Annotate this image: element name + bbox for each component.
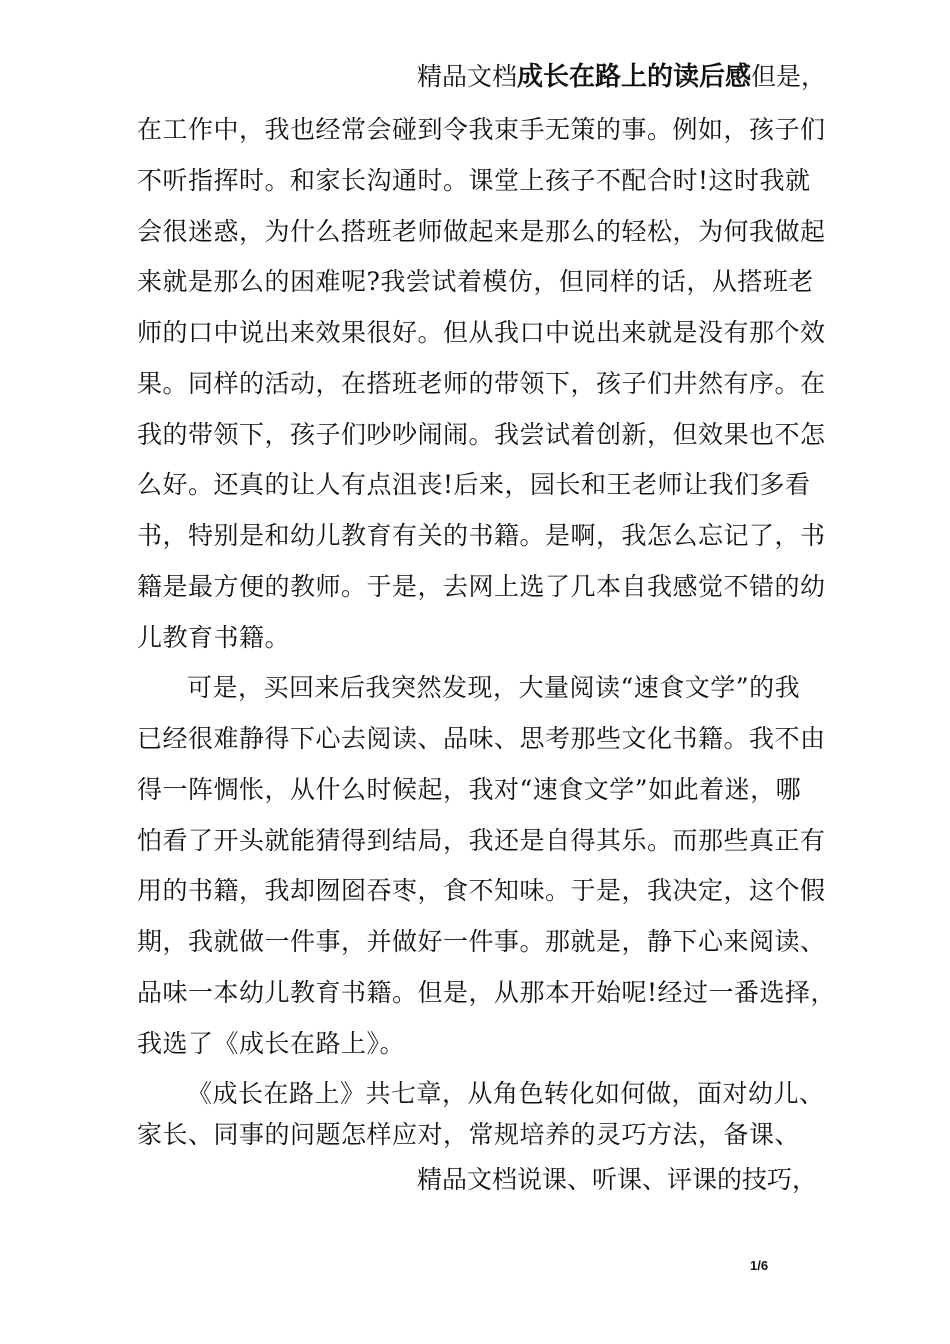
paragraph-2-line-2: 已经很难静得下心去阅读、品味、思考那些文化书籍。我不由 [137, 724, 826, 753]
footer-prefix: 精品文档 [417, 1165, 518, 1194]
paragraph-1-line-5: 师的口中说出来效果很好。但从我口中说出来就是没有那个效 [137, 318, 826, 347]
paragraph-1-line-1: 在工作中，我也经常会碰到令我束手无策的事。例如，孩子们 [137, 115, 826, 144]
paragraph-2-line-5: 用的书籍，我却囫囵吞枣，食不知味。于是，我决定，这个假 [137, 876, 826, 905]
paragraph-1-line-9: 书，特别是和幼儿教育有关的书籍。是啊，我怎么忘记了，书 [137, 521, 826, 550]
paragraph-1-line-4: 来就是那么的困难呢?我尝试着模仿，但同样的话，从搭班老 [137, 267, 814, 296]
header-suffix: 但是， [751, 62, 827, 91]
page-number: 1/6 [750, 1258, 769, 1273]
paragraph-2-line-7: 品味一本幼儿教育书籍。但是，从那本开始呢!经过一番选择， [137, 978, 837, 1007]
paragraph-2-line-4: 怕看了开头就能猜得到结局，我还是自得其乐。而那些真正有 [137, 826, 826, 855]
paragraph-2-line-6: 期，我就做一件事，并做好一件事。那就是，静下心来阅读、 [137, 927, 826, 956]
paragraph-1-line-8: 么好。还真的让人有点沮丧!后来，园长和王老师让我们多看 [137, 470, 811, 499]
paragraph-2-line-3: 得一阵惆怅，从什么时候起，我对“速食文学”如此着迷，哪 [137, 775, 802, 804]
paragraph-2-line-1: 可是，买回来后我突然发现，大量阅读“速食文学”的我 [187, 673, 801, 702]
paragraph-1-line-3: 会很迷惑，为什么搭班老师做起来是那么的轻松，为何我做起 [137, 217, 826, 246]
paragraph-3-line-1: 《成长在路上》共七章，从角色转化如何做，面对幼儿、 [187, 1079, 825, 1108]
page-header [417, 57, 826, 97]
document-title: 成长在路上的读后感 [517, 62, 752, 92]
paragraph-3-line-2: 家长、同事的问题怎样应对，常规培养的灵巧方法，备课、 [137, 1120, 801, 1149]
footer-text: 说课、听课、评课的技巧， [517, 1165, 818, 1194]
paragraph-1-line-6: 果。同样的活动，在搭班老师的带领下，孩子们井然有序。在 [137, 369, 826, 398]
paragraph-1-line-2: 不听指挥时。和家长沟通时。课堂上孩子不配合时!这时我就 [137, 166, 811, 195]
paragraph-1-line-10: 籍是最方便的教师。于是，去网上选了几本自我感觉不错的幼 [137, 572, 826, 601]
page-footer [417, 1160, 817, 1200]
header-prefix: 精品文档 [417, 62, 518, 91]
paragraph-2-line-8: 我选了《成长在路上》。 [137, 1029, 406, 1058]
paragraph-1-line-7: 我的带领下，孩子们吵吵闹闹。我尝试着创新，但效果也不怎 [137, 420, 826, 449]
paragraph-1-line-11: 儿教育书籍。 [137, 623, 291, 652]
